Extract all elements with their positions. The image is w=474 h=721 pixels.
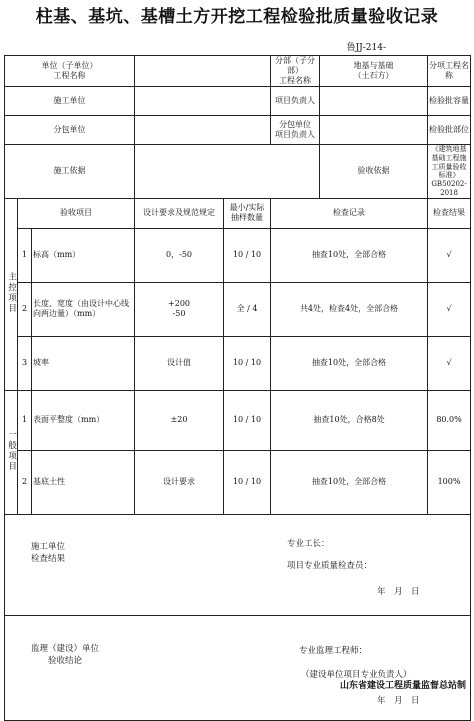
table-row	[5, 390, 471, 450]
construction-check-block	[5, 515, 470, 615]
row-sample[interactable]: 10 / 10	[224, 450, 271, 514]
construction-basis-label: 施工依据	[5, 145, 135, 199]
row-item-name: 标高（mm）	[32, 228, 135, 282]
col-record: 检查记录	[271, 198, 428, 228]
supervision-engineer-signature[interactable]: 专业监理工程师：	[299, 645, 368, 656]
header-row-basis	[5, 145, 471, 199]
table-row	[5, 450, 471, 514]
acceptance-basis-value: 《建筑地基基础工程施工质量验收标准》GB50202-2018	[428, 145, 471, 199]
owner-representative-signature[interactable]: （建设单位项目专业负责人）	[301, 669, 412, 680]
unit-name-label: 单位（子单位） 工程名称	[5, 56, 135, 87]
row-design: 0，-50	[135, 228, 224, 282]
row-record[interactable]: 抽查10处，合格8处	[271, 390, 428, 450]
project-manager-label: 项目负责人	[271, 87, 320, 116]
sub-pm-value[interactable]	[320, 116, 428, 145]
row-design: 设计值	[135, 336, 224, 390]
supervision-row	[5, 615, 471, 720]
page-title: 柱基、基坑、基槽土方开挖工程检验批质量验收记录	[35, 7, 439, 27]
col-sample: 最小/实际 抽样数量	[224, 198, 271, 228]
row-result[interactable]: √	[428, 282, 471, 336]
row-item-name: 基底土性	[32, 450, 135, 514]
col-item: 验收项目	[18, 198, 135, 228]
construction-check-date[interactable]: 年 月 日	[377, 586, 420, 597]
row-design: 设计要求	[135, 450, 224, 514]
row-result[interactable]: 100%	[428, 450, 471, 514]
row-record[interactable]: 共4处，检查4处，全部合格	[271, 282, 428, 336]
part-label: 检验批部位	[428, 116, 471, 145]
construction-unit-label: 施工单位	[5, 87, 135, 116]
row-no: 1	[18, 228, 32, 282]
subcontract-unit-value[interactable]	[135, 116, 271, 145]
row-sample[interactable]: 10 / 10	[224, 228, 271, 282]
row-item-name: 表面平整度（mm）	[32, 390, 135, 450]
main-group-label: 主控项目	[5, 198, 18, 390]
construction-check-label: 施工单位 检查结果	[31, 541, 66, 565]
supervision-date[interactable]: 年 月 日	[377, 695, 420, 706]
footer-issuer: 山东省建设工程质量监督总站制	[339, 681, 466, 691]
row-no: 2	[18, 282, 32, 336]
construction-check-row	[5, 514, 471, 615]
row-record[interactable]: 抽查10处，全部合格	[271, 228, 428, 282]
sub-project-value[interactable]: 地基与基础 （土石方）	[320, 56, 428, 87]
table-row	[5, 228, 471, 282]
row-sample[interactable]: 10 / 10	[224, 390, 271, 450]
item-cell	[428, 56, 471, 87]
project-manager-value[interactable]	[320, 87, 428, 116]
sub-project-label: 分部（子分部） 工程名称	[271, 56, 320, 87]
row-item-name: 坡率	[32, 336, 135, 390]
quality-inspector-signature[interactable]: 项目专业质量检查员：	[287, 560, 373, 571]
unit-name-value[interactable]	[135, 56, 271, 87]
row-item-name: 长度、宽度（由设计中心线向两边量）（mm）	[32, 282, 135, 336]
row-no: 1	[18, 390, 32, 450]
row-no: 3	[18, 336, 32, 390]
supervision-label: 监理（建设）单位 验收结论	[31, 643, 100, 667]
row-result[interactable]: √	[428, 228, 471, 282]
row-no: 2	[18, 450, 32, 514]
capacity-label: 检验批容量	[428, 87, 471, 116]
header-row-construction	[5, 87, 471, 116]
table-row	[5, 336, 471, 390]
table-row	[5, 282, 471, 336]
row-result[interactable]: √	[428, 336, 471, 390]
row-record[interactable]: 抽查10处，全部合格	[271, 450, 428, 514]
foreman-signature[interactable]: 专业工长：	[287, 538, 330, 549]
subcontract-unit-label: 分包单位	[5, 116, 135, 145]
construction-unit-value[interactable]	[135, 87, 271, 116]
acceptance-basis-label: 验收依据	[320, 145, 428, 199]
sub-pm-label: 分包单位 项目负责人	[271, 116, 320, 145]
header-row-subcontract	[5, 116, 471, 145]
general-group-label: 一般项目	[5, 390, 18, 514]
row-result[interactable]: 80.0%	[428, 390, 471, 450]
supervision-block	[5, 616, 470, 720]
column-header-row	[5, 198, 471, 228]
form-code: 鲁JJ-214-	[346, 43, 386, 53]
inspection-table	[4, 55, 471, 721]
header-row-project	[5, 56, 471, 87]
item-label: 分项工程名称	[429, 61, 470, 80]
row-design: +200 -50	[135, 282, 224, 336]
construction-basis-value[interactable]	[135, 145, 320, 199]
col-result: 检查结果	[428, 198, 471, 228]
row-sample[interactable]: 全 / 4	[224, 282, 271, 336]
row-design: ±20	[135, 390, 224, 450]
row-sample[interactable]: 10 / 10	[224, 336, 271, 390]
col-design: 设计要求及规范规定	[135, 198, 224, 228]
row-record[interactable]: 抽查10处，全部合格	[271, 336, 428, 390]
